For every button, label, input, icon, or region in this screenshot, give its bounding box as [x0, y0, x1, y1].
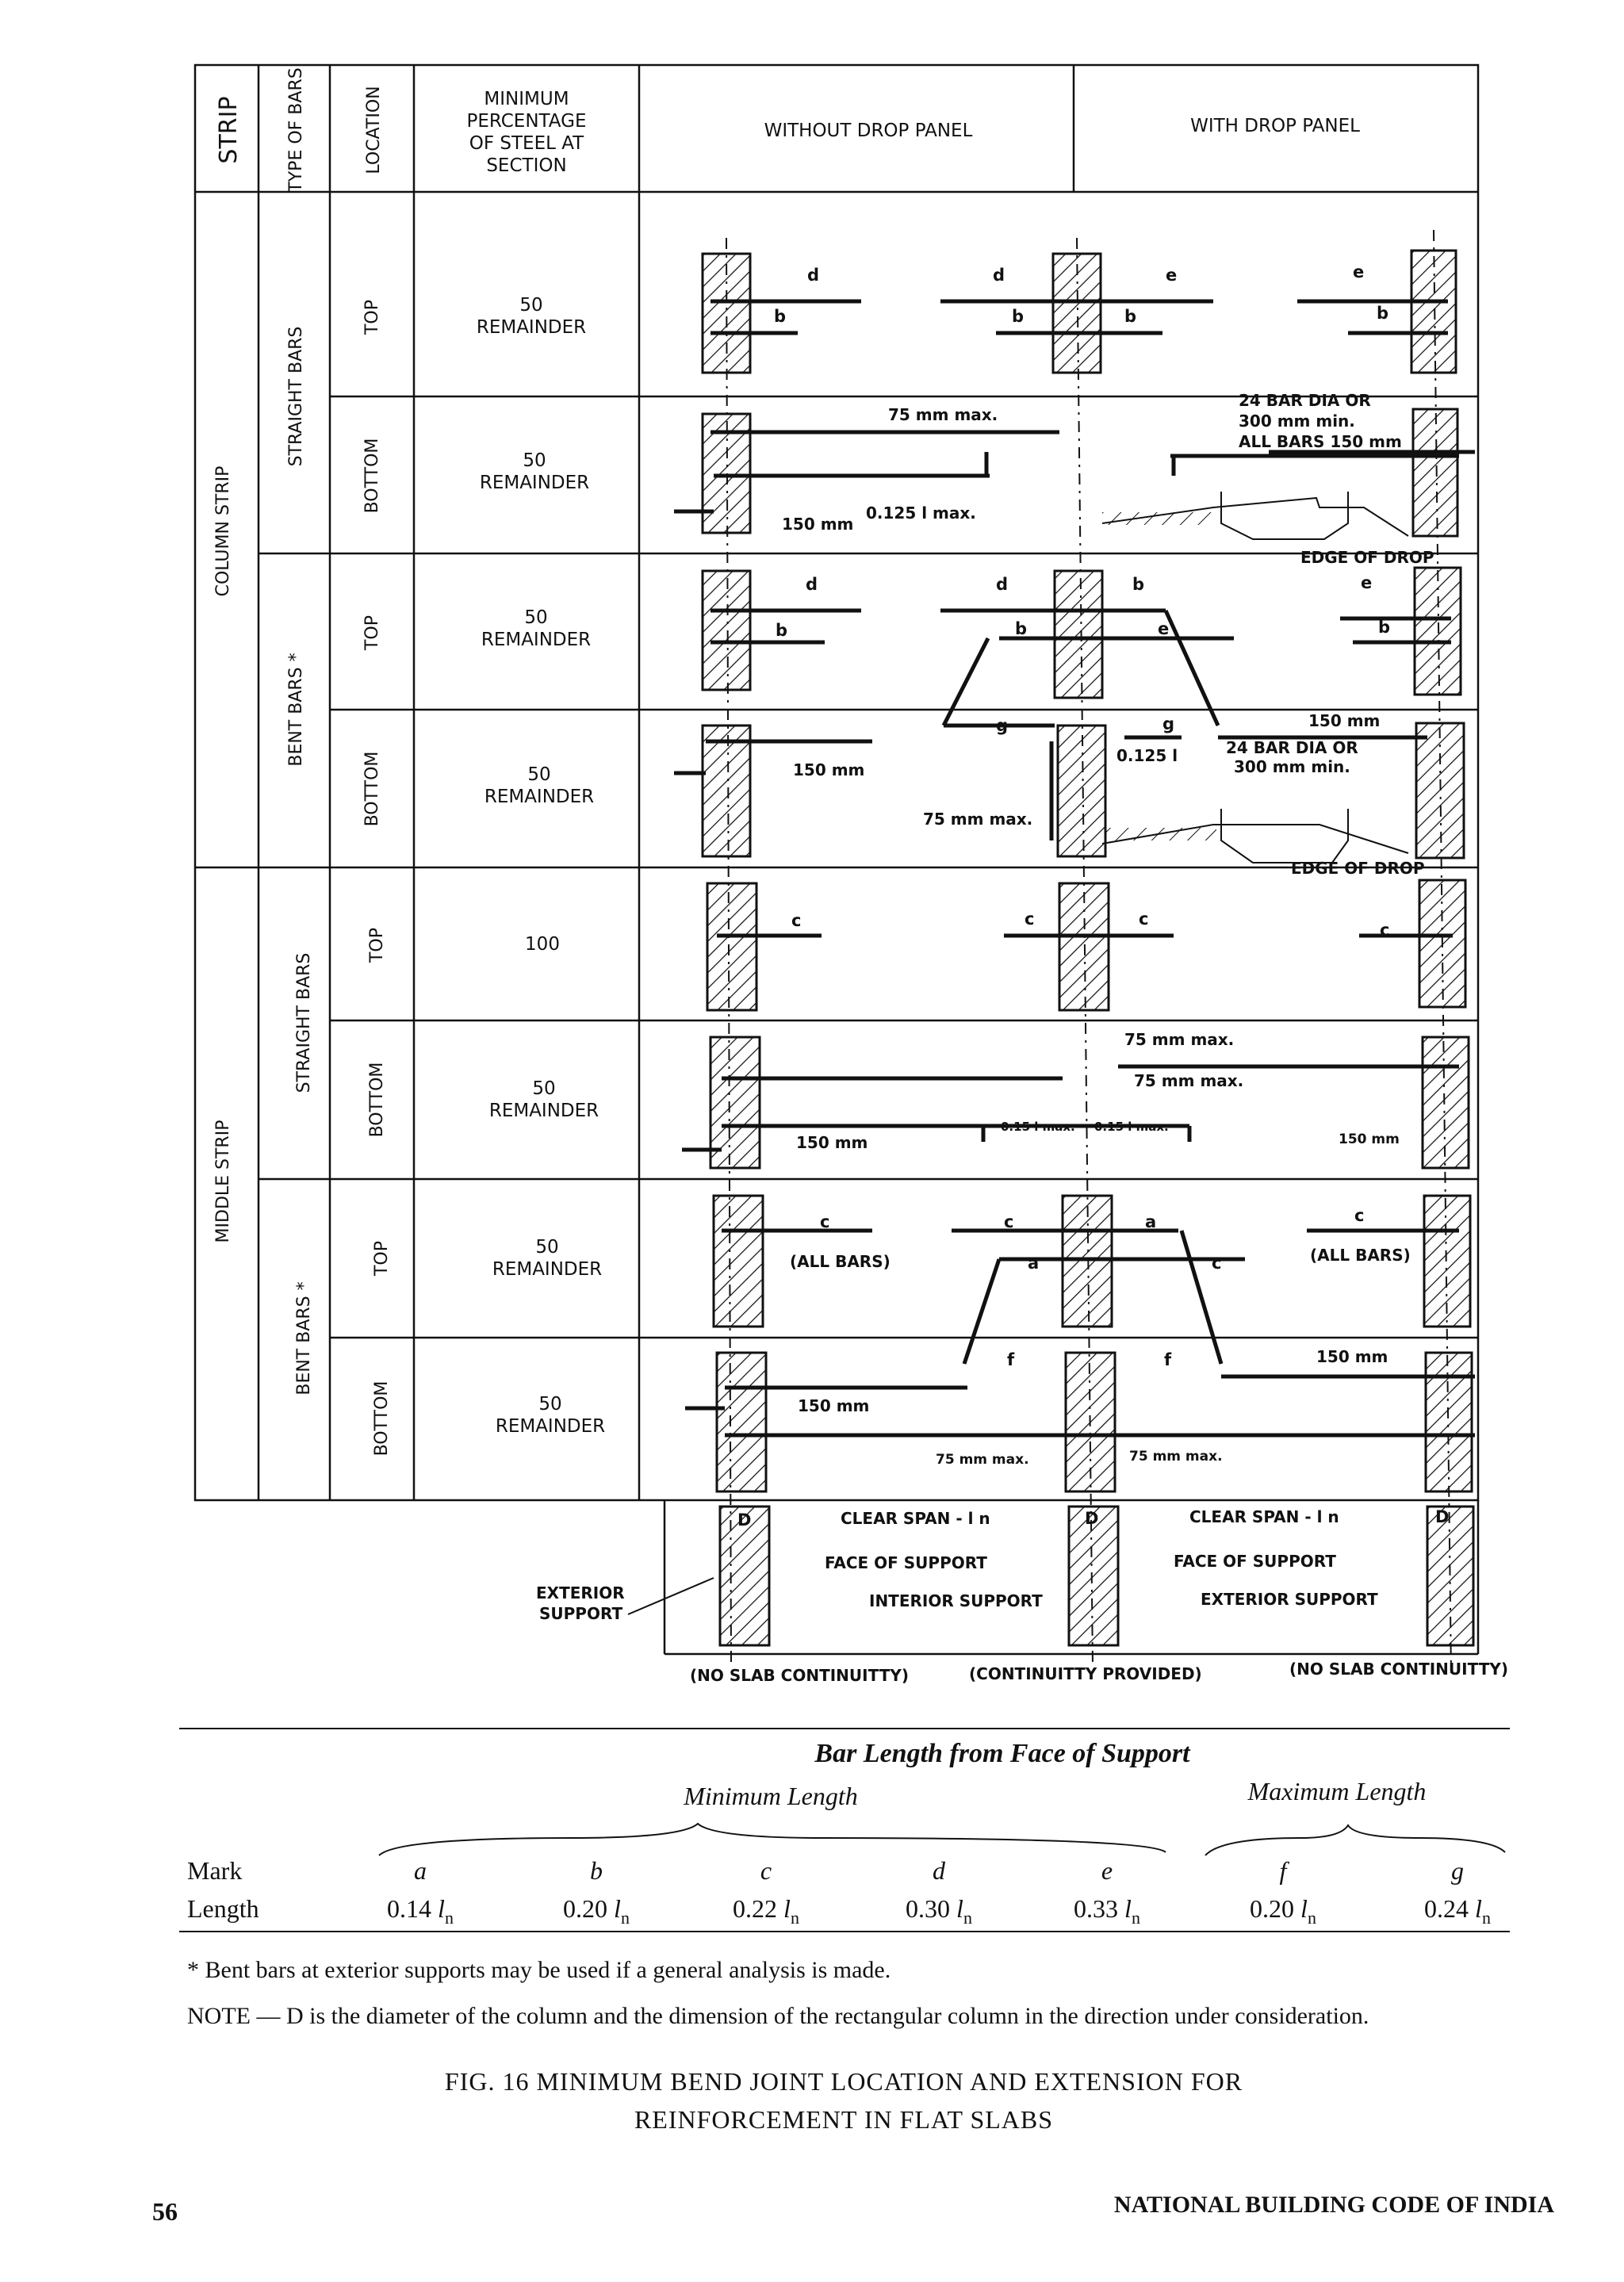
header-with-drop: WITH DROP PANEL	[1190, 116, 1360, 136]
mark-a: a	[414, 1856, 427, 1885]
dim-150mm-6: 150 mm	[1316, 1347, 1388, 1366]
mark-b: b	[590, 1856, 603, 1885]
mark-f: f	[1279, 1856, 1287, 1885]
support-clear-span-2: CLEAR SPAN - l n	[1189, 1507, 1339, 1526]
row-length: Length	[187, 1894, 259, 1923]
dim-24dia-2: 24 BAR DIA OR	[1226, 738, 1358, 757]
pct-rem-3: REMAINDER	[481, 630, 592, 650]
loc-top-1: TOP	[362, 299, 382, 335]
pct-50-7: 50	[538, 1394, 562, 1415]
dim-c-5: c	[820, 1212, 830, 1231]
dim-c-7: c	[1212, 1254, 1222, 1273]
loc-bottom-1: BOTTOM	[362, 438, 382, 514]
dim-l0125-2: 0.125 l	[1116, 746, 1178, 765]
caption-line-2: REINFORCEMENT IN FLAT SLABS	[634, 2105, 1054, 2134]
mark-e: e	[1101, 1856, 1113, 1885]
footnote: * Bent bars at exterior supports may be used if a general analysis is made.	[187, 1957, 891, 1983]
pct-100: 100	[525, 934, 560, 955]
loc-bottom-4: BOTTOM	[372, 1380, 392, 1457]
dim-b-4: b	[1377, 304, 1389, 323]
dim-d-1: d	[807, 266, 820, 285]
dim-e-1: e	[1166, 266, 1178, 285]
header-location: LOCATION	[364, 86, 384, 174]
header-without-drop: WITHOUT DROP PANEL	[764, 121, 973, 141]
dim-150mm-7: 150 mm	[798, 1396, 870, 1415]
header-min-pct-4: SECTION	[486, 155, 567, 176]
dim-a-1: a	[1145, 1212, 1157, 1231]
support-exterior-left-2: SUPPORT	[539, 1604, 623, 1623]
dim-e-4: e	[1361, 573, 1373, 592]
dim-24dia-1: 24 BAR DIA OR	[1239, 391, 1371, 410]
support-exterior-right: EXTERIOR SUPPORT	[1201, 1590, 1378, 1609]
dim-e-3: e	[1158, 619, 1170, 638]
dim-c-2: c	[1025, 909, 1035, 928]
header-min-pct-1: MINIMUM	[484, 89, 569, 109]
table-header	[215, 67, 1360, 193]
length-table	[179, 1729, 1510, 1932]
support-continuity-provided: (CONTINUITTY PROVIDED)	[969, 1664, 1202, 1683]
header-min-pct-2: PERCENTAGE	[466, 111, 587, 132]
dim-allbars-2: (ALL BARS)	[790, 1252, 891, 1271]
support-D-1: D	[737, 1510, 752, 1530]
support-exterior-left-1: EXTERIOR	[536, 1583, 625, 1602]
support-clear-span-1: CLEAR SPAN - l n	[841, 1509, 990, 1528]
dim-c-6: c	[1004, 1212, 1014, 1231]
dim-c-8: c	[1354, 1206, 1365, 1225]
dim-b-3: b	[1124, 307, 1137, 326]
page-number: 56	[152, 2197, 178, 2226]
length-a: 0.14 $l_n$	[387, 1894, 454, 1928]
dim-a-2: a	[1028, 1254, 1040, 1273]
pct-50-6: 50	[535, 1237, 559, 1258]
dim-75mm-3: 75 mm max.	[1124, 1030, 1235, 1049]
length-table-title: Bar Length from Face of Support	[814, 1739, 1190, 1768]
support-no-continuity-right: (NO SLAB CONTINUITTY)	[1289, 1660, 1508, 1679]
type-straight-column: STRAIGHT BARS	[286, 326, 306, 467]
dim-allbars-1: ALL BARS 150 mm	[1239, 432, 1402, 451]
type-bent-middle: BENT BARS *	[294, 1281, 314, 1396]
dim-150mm-5: 150 mm	[1339, 1131, 1400, 1147]
dim-150mm-4: 150 mm	[796, 1133, 868, 1152]
header-min-pct-3: OF STEEL AT	[469, 133, 584, 154]
note: NOTE — D is the diameter of the column and the dimension of the rectangular column in the direction under consideration.	[187, 2003, 1369, 2029]
pct-50-3: 50	[524, 607, 548, 628]
pct-rem-4: REMAINDER	[484, 787, 595, 807]
pct-rem-2: REMAINDER	[479, 473, 590, 493]
strip-column: COLUMN STRIP	[213, 465, 233, 597]
support-D-3: D	[1435, 1507, 1450, 1526]
length-f: 0.20 $l_n$	[1250, 1894, 1316, 1928]
publication-name: NATIONAL BUILDING CODE OF INDIA	[1113, 2192, 1554, 2218]
dim-75mm-2: 75 mm max.	[923, 810, 1033, 829]
dim-e-2: e	[1353, 262, 1365, 281]
dim-d-2: d	[993, 266, 1005, 285]
dim-150mm-3: 150 mm	[793, 760, 865, 779]
pct-50-5: 50	[532, 1078, 556, 1099]
mark-g: g	[1451, 1856, 1464, 1885]
max-length-label: Maximum Length	[1247, 1777, 1427, 1805]
support-D-2: D	[1085, 1509, 1099, 1528]
dim-b-8: b	[1378, 618, 1391, 637]
dim-75mm-6: 75 mm max.	[1129, 1449, 1223, 1465]
dim-d-3: d	[806, 575, 818, 594]
dim-b-7: b	[1132, 575, 1145, 594]
dim-b-5: b	[776, 621, 788, 640]
dim-l015-2: 0.15 l max.	[1094, 1120, 1169, 1134]
dim-75mm-5: 75 mm max.	[936, 1452, 1029, 1468]
pct-rem-7: REMAINDER	[495, 1416, 606, 1437]
dim-l0125-1: 0.125 l max.	[866, 503, 976, 523]
dim-150mm-1: 150 mm	[782, 515, 854, 534]
dim-b-1: b	[774, 307, 787, 326]
dim-edge-drop-2: EDGE OF DROP	[1291, 859, 1425, 878]
dim-allbars-3: (ALL BARS)	[1310, 1246, 1411, 1265]
mark-c: c	[760, 1856, 772, 1885]
length-g: 0.24 $l_n$	[1424, 1894, 1491, 1928]
dim-d-4: d	[996, 575, 1009, 594]
pct-50-2: 50	[523, 450, 546, 471]
dim-75mm-4: 75 mm max.	[1134, 1071, 1244, 1090]
loc-top-4: TOP	[372, 1240, 392, 1277]
type-bent-column: BENT BARS *	[286, 653, 306, 767]
dim-150mm-2: 150 mm	[1308, 711, 1381, 730]
support-interior: INTERIOR SUPPORT	[869, 1591, 1043, 1610]
pct-rem-6: REMAINDER	[492, 1259, 603, 1280]
loc-bottom-2: BOTTOM	[362, 751, 382, 827]
row-mark: Mark	[187, 1856, 243, 1885]
length-b: 0.20 $l_n$	[563, 1894, 630, 1928]
pct-rem-5: REMAINDER	[488, 1101, 599, 1121]
mark-d: d	[933, 1856, 945, 1885]
support-row	[536, 1507, 1508, 1685]
dim-edge-drop-1: EDGE OF DROP	[1300, 548, 1434, 567]
strip-middle: MIDDLE STRIP	[213, 1120, 233, 1243]
dim-75mm-1: 75 mm max.	[888, 405, 998, 424]
dim-c-1: c	[791, 911, 802, 930]
dim-300mm-2: 300 mm min.	[1234, 757, 1350, 776]
length-c: 0.22 $l_n$	[733, 1894, 799, 1928]
row-labels	[213, 295, 605, 1456]
pct-rem-1: REMAINDER	[476, 317, 587, 338]
loc-bottom-3: BOTTOM	[367, 1062, 387, 1138]
dim-b-6: b	[1015, 619, 1028, 638]
length-e: 0.33 $l_n$	[1074, 1894, 1140, 1928]
dim-l015-1: 0.15 l max.	[1001, 1120, 1075, 1134]
dim-g-1: g	[996, 716, 1009, 735]
support-no-continuity-left: (NO SLAB CONTINUITTY)	[690, 1666, 909, 1685]
header-type-of-bars: TYPE OF BARS	[286, 67, 306, 193]
support-face-2: FACE OF SUPPORT	[1174, 1552, 1336, 1571]
pct-50-4: 50	[527, 764, 551, 785]
dim-b-2: b	[1012, 307, 1025, 326]
dim-f-2: f	[1164, 1350, 1172, 1369]
dim-f-1: f	[1007, 1350, 1015, 1369]
pct-50-1: 50	[519, 295, 543, 316]
type-straight-middle: STRAIGHT BARS	[294, 952, 314, 1093]
min-length-label: Minimum Length	[684, 1782, 858, 1810]
dim-c-3: c	[1139, 909, 1149, 928]
dim-c-4: c	[1380, 921, 1390, 940]
loc-top-3: TOP	[367, 927, 387, 963]
dim-300mm-1: 300 mm min.	[1239, 412, 1355, 431]
support-face-1: FACE OF SUPPORT	[825, 1553, 987, 1572]
header-strip: STRIP	[215, 96, 243, 164]
marks-row	[414, 1856, 1464, 1885]
lengths-row	[387, 1894, 1491, 1928]
caption-line-1: FIG. 16 MINIMUM BEND JOINT LOCATION AND EXTENSION FOR	[444, 2067, 1243, 2096]
dim-g-2: g	[1162, 714, 1175, 733]
length-d: 0.30 $l_n$	[906, 1894, 972, 1928]
loc-top-2: TOP	[362, 615, 382, 651]
